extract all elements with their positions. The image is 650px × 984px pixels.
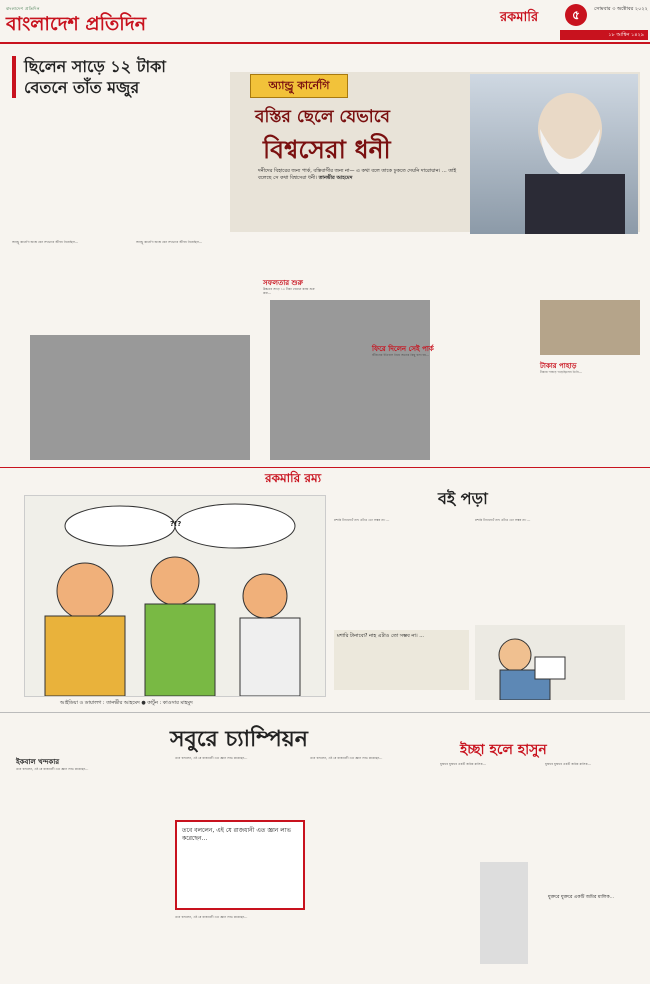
subhead-money: টাকার পাহাড়: [540, 362, 577, 370]
reader-svg: [475, 625, 625, 700]
masthead-small: বাংলাদেশ প্রতিদিন: [6, 6, 40, 11]
masthead-paper-name: বাংলাদেশ প্রতিদিন: [6, 13, 147, 35]
feature-title-2: বিশ্বসেরা ধনী: [263, 135, 391, 164]
champion-headline: সবুরে চ্যাম্পিয়ন: [170, 726, 308, 752]
book-headline: বই পড়া: [438, 489, 488, 508]
date-bangla-bar: ১৮ আশ্বিন ১৪২৯: [560, 30, 648, 40]
champion-column-1: তবে বললেন, এই যে রাজধানী এত জ্ঞান লাভ করেছেন...: [16, 767, 89, 771]
work-photo: [540, 300, 640, 355]
wish-headline: ইচ্ছা হলে হাসুন: [460, 742, 547, 758]
champion-byline: ইকবাল খন্দকার: [16, 758, 60, 766]
feature-author: তানভীর আহমেদ: [318, 174, 353, 181]
article-column-1: অ্যান্ড্রু কার্নেগি জন্মে যেন সৎভাবে জীবন নিয়েছিল...: [12, 240, 79, 244]
column-success-text: উচ্চতর সাড়ে ১২ টাকা বেতনে কাজ শুরু করা...: [263, 287, 315, 296]
date-english: সোমবার ৩ অক্টোবর ২০২২: [594, 6, 648, 12]
champion-column-4: তবে বললেন, এই যে রাজধানী এত জ্ঞান লাভ করেছেন...: [310, 756, 383, 760]
section-label: রকমারি রম্য: [265, 471, 322, 485]
bottom-rule: [0, 712, 650, 713]
feature-lede-text: দনীদের বিহারের জন্য পার্ক, বস্তিবাসীর জন্য না— এ কথা বলে তাকে ঢুকতে দেয়নি দারোয়ান। ... তাই বলেছে সে কথা বিশ্বসেরা ধনী।: [258, 168, 457, 181]
masthead-rule: [0, 42, 650, 44]
book-text-2: মশারি টানাবো? নাহ এটাও তো সম্ভব না। ...: [475, 518, 531, 522]
article-column-2: অ্যান্ড্রু কার্নেগি জন্মে যেন সৎভাবে জীবন নিয়েছিল...: [136, 240, 203, 244]
left-headline-line-2: বেতনে তাঁত মজুর: [24, 78, 140, 97]
subhead-success: সফলতার শুরু: [263, 279, 303, 287]
feature-lede: [258, 168, 463, 181]
left-headline: [12, 56, 234, 98]
question-marks: ?!?: [170, 520, 182, 528]
wish-column-2: যুক্তরে যুক্তরে একটি জমির মালিক...: [545, 762, 591, 766]
wish-box: যুক্তরে যুক্তরে একটি জমির মালিক...: [548, 895, 615, 900]
portrait-illustration: [470, 74, 638, 234]
book-text: মশারি টানাবো? নাহ এটাও তো সম্ভব না। ...: [334, 518, 390, 522]
masthead-logo: [6, 6, 156, 40]
champion-pullquote: তবে বললেন, এই যে রাজধানী এত জ্ঞান লাভ করেছেন...: [175, 820, 305, 910]
champion-column-3: তবে বললেন, এই যে রাজধানী এত জ্ঞান লাভ করেছেন...: [175, 915, 248, 919]
section-name: রকমারি: [500, 10, 539, 25]
date-line: [594, 6, 648, 13]
wish-column-1: যুক্তরে যুক্তরে একটি জমির মালিক...: [440, 762, 486, 766]
carnegie-portrait: [470, 74, 638, 234]
book-quote-box: মশারি টানাবো? নাহ এটাও তো সম্ভব না। ...: [334, 630, 469, 690]
office-photo: [30, 335, 250, 460]
column-park-text: জীবনের ইতিহাস নিয়ে অনেক কিছু বলা হয়...: [372, 353, 430, 357]
champion-column-2: তবে বললেন, এই যে রাজধানী এত জ্ঞান লাভ করেছেন...: [175, 756, 248, 760]
cartoon-credit: আইডিয়া ও ডায়ালগ : তানভীর আহমেদ ● কার্টুন : কাওসার মাহমুদ: [60, 700, 193, 706]
page-number: ৫: [565, 4, 587, 26]
feature-title-1: বস্তির ছেলে যেভাবে: [255, 107, 391, 127]
section-divider: [0, 467, 650, 488]
subhead-park: ফিরে দিলেন সেই পার্ক: [372, 345, 434, 353]
wish-figure: [480, 862, 528, 964]
reader-illustration: [475, 625, 625, 700]
left-headline-line-1: ছিলেন সাড়ে ১২ টাকা: [24, 57, 166, 76]
column-money-text: টাকার পাহাড় গড়েছিলেন তিনি...: [540, 370, 582, 374]
feature-tag: অ্যান্ড্রু কার্নেগি: [250, 74, 348, 98]
